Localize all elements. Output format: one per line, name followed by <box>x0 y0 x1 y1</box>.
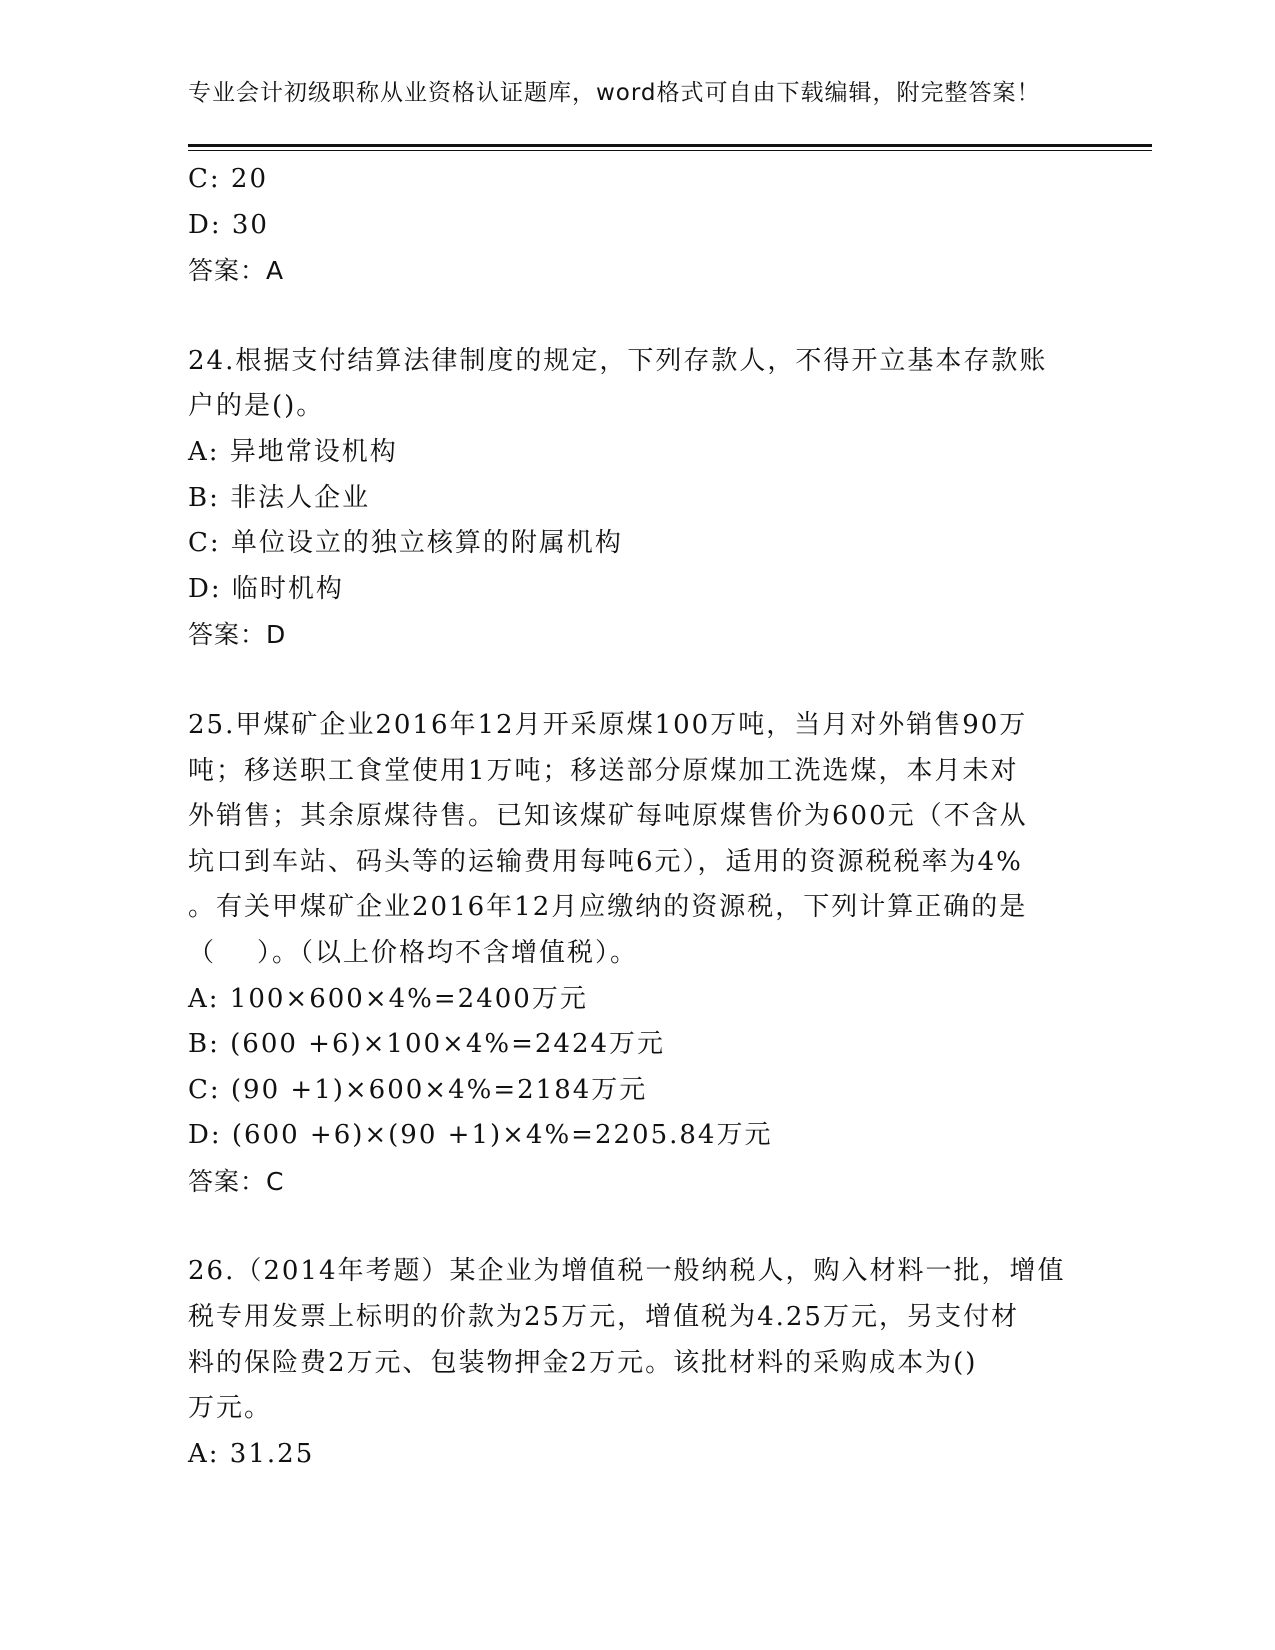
question-stem-line: 万元。 <box>188 1393 273 1424</box>
answer-label: 答案：D <box>188 620 287 650</box>
question-content <box>188 157 1088 1477</box>
question-stem-line: 。有关甲煤矿企业2016年12月应缴纳的资源税，下列计算正确的是 <box>188 892 1028 923</box>
option-d: D: 30 <box>188 209 269 240</box>
question-stem-line: 24.根据支付结算法律制度的规定，下列存款人，不得开立基本存款账 <box>188 345 1048 376</box>
question-stem-line: 26.（2014年考题）某企业为增值税一般纳税人，购入材料一批，增值 <box>188 1256 1066 1287</box>
question-stem-line: 户的是()。 <box>188 391 325 422</box>
option-b: B: 非法人企业 <box>188 482 371 513</box>
question-26 <box>188 1249 1088 1477</box>
option-c: C: (90 +1)×600×4%=2184万元 <box>188 1074 648 1105</box>
question-23-tail <box>188 157 1088 294</box>
question-25 <box>188 703 1088 1205</box>
option-b: B: (600 +6)×100×4%=2424万元 <box>188 1029 666 1060</box>
option-c: C: 单位设立的独立核算的附属机构 <box>188 528 623 559</box>
header-divider-thick <box>188 144 1152 147</box>
option-a: A: 100×600×4%=2400万元 <box>188 983 588 1014</box>
question-stem-line: 25.甲煤矿企业2016年12月开采原煤100万吨，当月对外销售90万 <box>188 709 1028 740</box>
header-divider-thin <box>188 150 1152 151</box>
question-24 <box>188 339 1088 658</box>
answer-label: 答案：A <box>188 256 285 286</box>
page-header-title: 专业会计初级职称从业资格认证题库，word格式可自由下载编辑，附完整答案！ <box>188 80 1041 106</box>
question-stem-line: 吨；移送职工食堂使用1万吨；移送部分原煤加工洗选煤，本月未对 <box>188 755 1019 786</box>
question-stem-line: （ ）。（以上价格均不含增值税）。 <box>188 937 639 968</box>
option-a: A: 异地常设机构 <box>188 436 398 467</box>
option-c: C: 20 <box>188 164 269 194</box>
option-d: D: 临时机构 <box>188 573 344 604</box>
option-d: D: (600 +6)×(90 +1)×4%=2205.84万元 <box>188 1120 773 1151</box>
question-stem-line: 坑口到车站、码头等的运输费用每吨6元），适用的资源税税率为4% <box>188 846 1023 877</box>
answer-label: 答案：C <box>188 1166 285 1196</box>
question-stem-line: 外销售；其余原煤待售。已知该煤矿每吨原煤售价为600元（不含从 <box>188 801 1028 832</box>
question-stem-line: 料的保险费2万元、包装物押金2万元。该批材料的采购成本为() <box>188 1347 978 1378</box>
question-stem-line: 税专用发票上标明的价款为25万元，增值税为4.25万元，另支付材 <box>188 1302 1019 1333</box>
option-a: A: 31.25 <box>188 1438 315 1469</box>
